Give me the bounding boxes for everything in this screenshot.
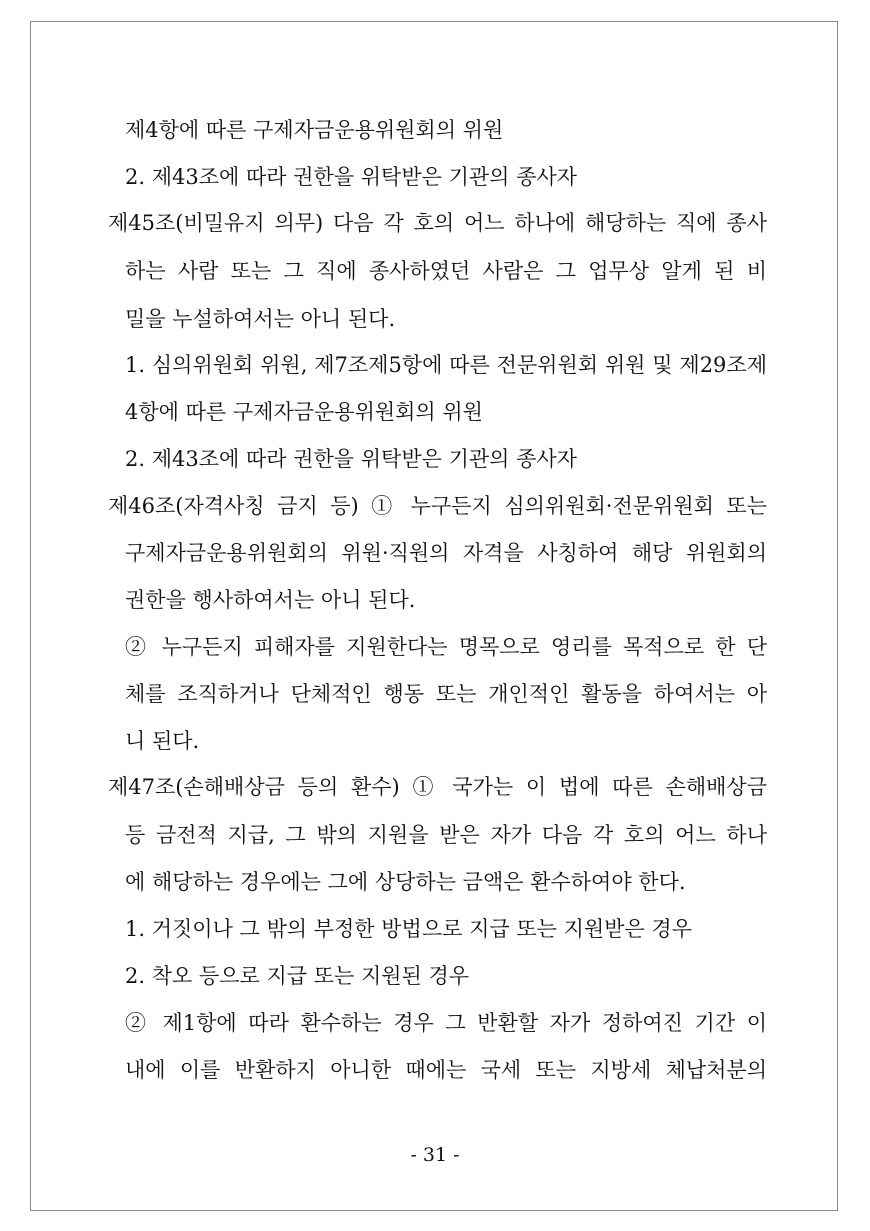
text-line: 제4항에 따른 구제자금운용위원회의 위원 <box>125 118 504 142</box>
text-line: 구제자금운용위원회의 위원·직원의 자격을 사칭하여 해당 위원회의 <box>125 541 767 565</box>
text-line: 2. 착오 등으로 지급 또는 지원된 경우 <box>125 964 470 988</box>
article-47-heading: 제47조(손해배상금 등의 환수) ① 국가는 이 법에 따른 손해배상금 <box>108 775 767 799</box>
text-line: 1. 심의위원회 위원, 제7조제5항에 따른 전문위원회 위원 및 제29조제 <box>125 353 767 377</box>
page-number: - 31 - <box>410 1144 460 1166</box>
text-line: 내에 이를 반환하지 아니한 때에는 국세 또는 지방세 체납처분의 <box>125 1058 767 1082</box>
text-line: 니 된다. <box>125 729 200 753</box>
text-line: ② 제1항에 따라 환수하는 경우 그 반환할 자가 정하여진 기간 이 <box>125 1011 767 1035</box>
article-45-heading: 제45조(비밀유지 의무) 다음 각 호의 어느 하나에 해당하는 직에 종사 <box>108 211 767 235</box>
text-line: 1. 거짓이나 그 밖의 부정한 방법으로 지급 또는 지원받은 경우 <box>125 917 692 941</box>
text-line: 에 해당하는 경우에는 그에 상당하는 금액은 환수하여야 한다. <box>125 870 686 894</box>
text-line: 2. 제43조에 따라 권한을 위탁받은 기관의 종사자 <box>125 447 577 471</box>
text-line: 2. 제43조에 따라 권한을 위탁받은 기관의 종사자 <box>125 165 577 189</box>
text-line: 등 금전적 지급, 그 밖의 지원을 받은 자가 다음 각 호의 어느 하나 <box>125 823 767 847</box>
text-line: 밀을 누설하여서는 아니 된다. <box>125 307 396 331</box>
text-line: 하는 사람 또는 그 직에 종사하였던 사람은 그 업무상 알게 된 비 <box>125 259 767 283</box>
article-46-heading: 제46조(자격사칭 금지 등) ① 누구든지 심의위원회·전문위원회 또는 <box>108 494 767 518</box>
text-line: ② 누구든지 피해자를 지원한다는 명목으로 영리를 목적으로 한 단 <box>125 635 767 659</box>
text-line: 체를 조직하거나 단체적인 행동 또는 개인적인 활동을 하여서는 아 <box>125 682 767 706</box>
text-line: 4항에 따른 구제자금운용위원회의 위원 <box>125 400 483 424</box>
text-line: 권한을 행사하여서는 아니 된다. <box>125 588 416 612</box>
